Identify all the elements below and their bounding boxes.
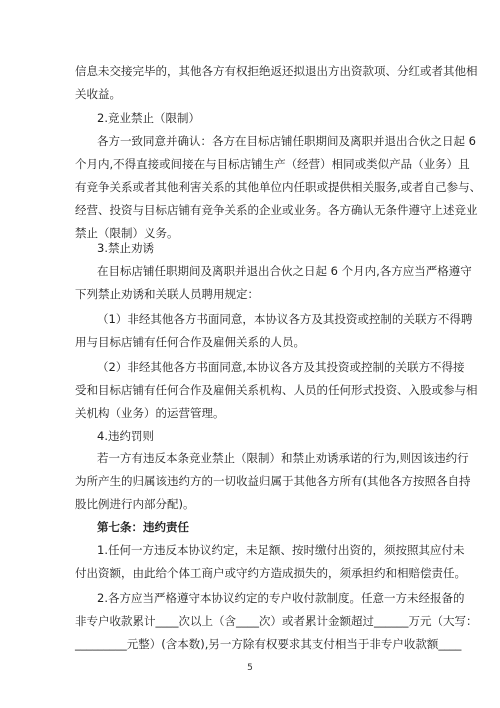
paragraph-4: [75, 308, 473, 354]
section-heading-2: 2.竞业禁止（限制）: [97, 111, 200, 125]
text-line: 1.任何一方违反本协议约定，未足额、按时缴付出资的，须按照其应付未: [97, 543, 465, 557]
paragraph-8: [75, 587, 478, 656]
text-line: 受和目标店铺有任何合作及雇佣关系机构、人员的任何形式投资、入股或参与相: [75, 383, 478, 397]
paragraph-7: [75, 539, 466, 585]
paragraph-6: [75, 447, 471, 516]
page-number: 5: [247, 663, 253, 673]
text-line: 经营、投资与目标店铺有竞争关系的企业或业务。各方确认无条件遵守上述竞业: [75, 203, 478, 217]
section-heading-4: 4.违约罚则: [97, 429, 154, 443]
text-line: 若一方有违反本条竞业禁止（限制）和禁止劝诱承诺的行为,则因该违约行: [97, 451, 469, 465]
text-line: 下列禁止劝诱和关联人员聘用规定：: [75, 287, 259, 301]
text-line: 付出资额，由此给个体工商户或守约方造成损失的，须承担约和相赔偿责任。: [75, 566, 466, 580]
paragraph-3: [75, 260, 472, 306]
paragraph-5: [75, 356, 478, 425]
text-line: 为所产生的归属该违约方的一切收益归属于其他各方所有(其他各方按照各自持: [75, 474, 471, 488]
article-heading: 第七条：违约责任: [97, 520, 189, 534]
text-line: 个月内,不得直接或间接在与目标店铺生产（经营）相同或类似产品（业务）且: [75, 157, 470, 171]
text-line: 信息未交接完毕的，其他各方有权拒绝返还拟退出方出资款项、分红或者其他相: [75, 64, 478, 78]
text-line: 2.各方应当严格遵守本协议约定的专户收付款制度。任意一方未经报备的: [97, 591, 465, 605]
text-line: （1）非经其他各方书面同意，本协议各方及其投资或控制的关联方不得聘: [97, 312, 473, 326]
text-line: 各方一致同意并确认：各方在目标店铺任职期间及离职并退出合伙之日起 6: [97, 134, 476, 148]
text-line: 有竞争关系或者其他利害关系的其他单位内任职或提供相关服务,或者自己参与、: [75, 180, 482, 194]
text-line: 禁止（限制）义务。: [75, 226, 179, 240]
section-heading-3: 3.禁止劝诱: [97, 241, 154, 255]
text-line: _________元整）(含本数),另一方除有权要求其支付相当于非专户收款额____: [75, 637, 462, 651]
text-line: 关机构（业务）的运营管理。: [75, 406, 225, 420]
text-line: 用与目标店铺有任何合作及雇佣关系的人员。: [75, 335, 305, 349]
text-line: 关收益。: [75, 87, 121, 101]
text-line: （2）非经其他各方书面同意,本协议各方及其投资或控制的关联方不得接: [97, 360, 465, 374]
text-line: 股比例进行内部分配)。: [75, 497, 195, 511]
text-line: 非专户收款累计____次以上（含____次）或者累计金额超过______万元（大写：: [75, 614, 478, 628]
text-line: 在目标店铺任职期间及离职并退出合伙之日起 6 个月内,各方应当严格遵守: [97, 264, 472, 278]
paragraph-1: [75, 60, 478, 106]
paragraph-2: [75, 130, 482, 245]
